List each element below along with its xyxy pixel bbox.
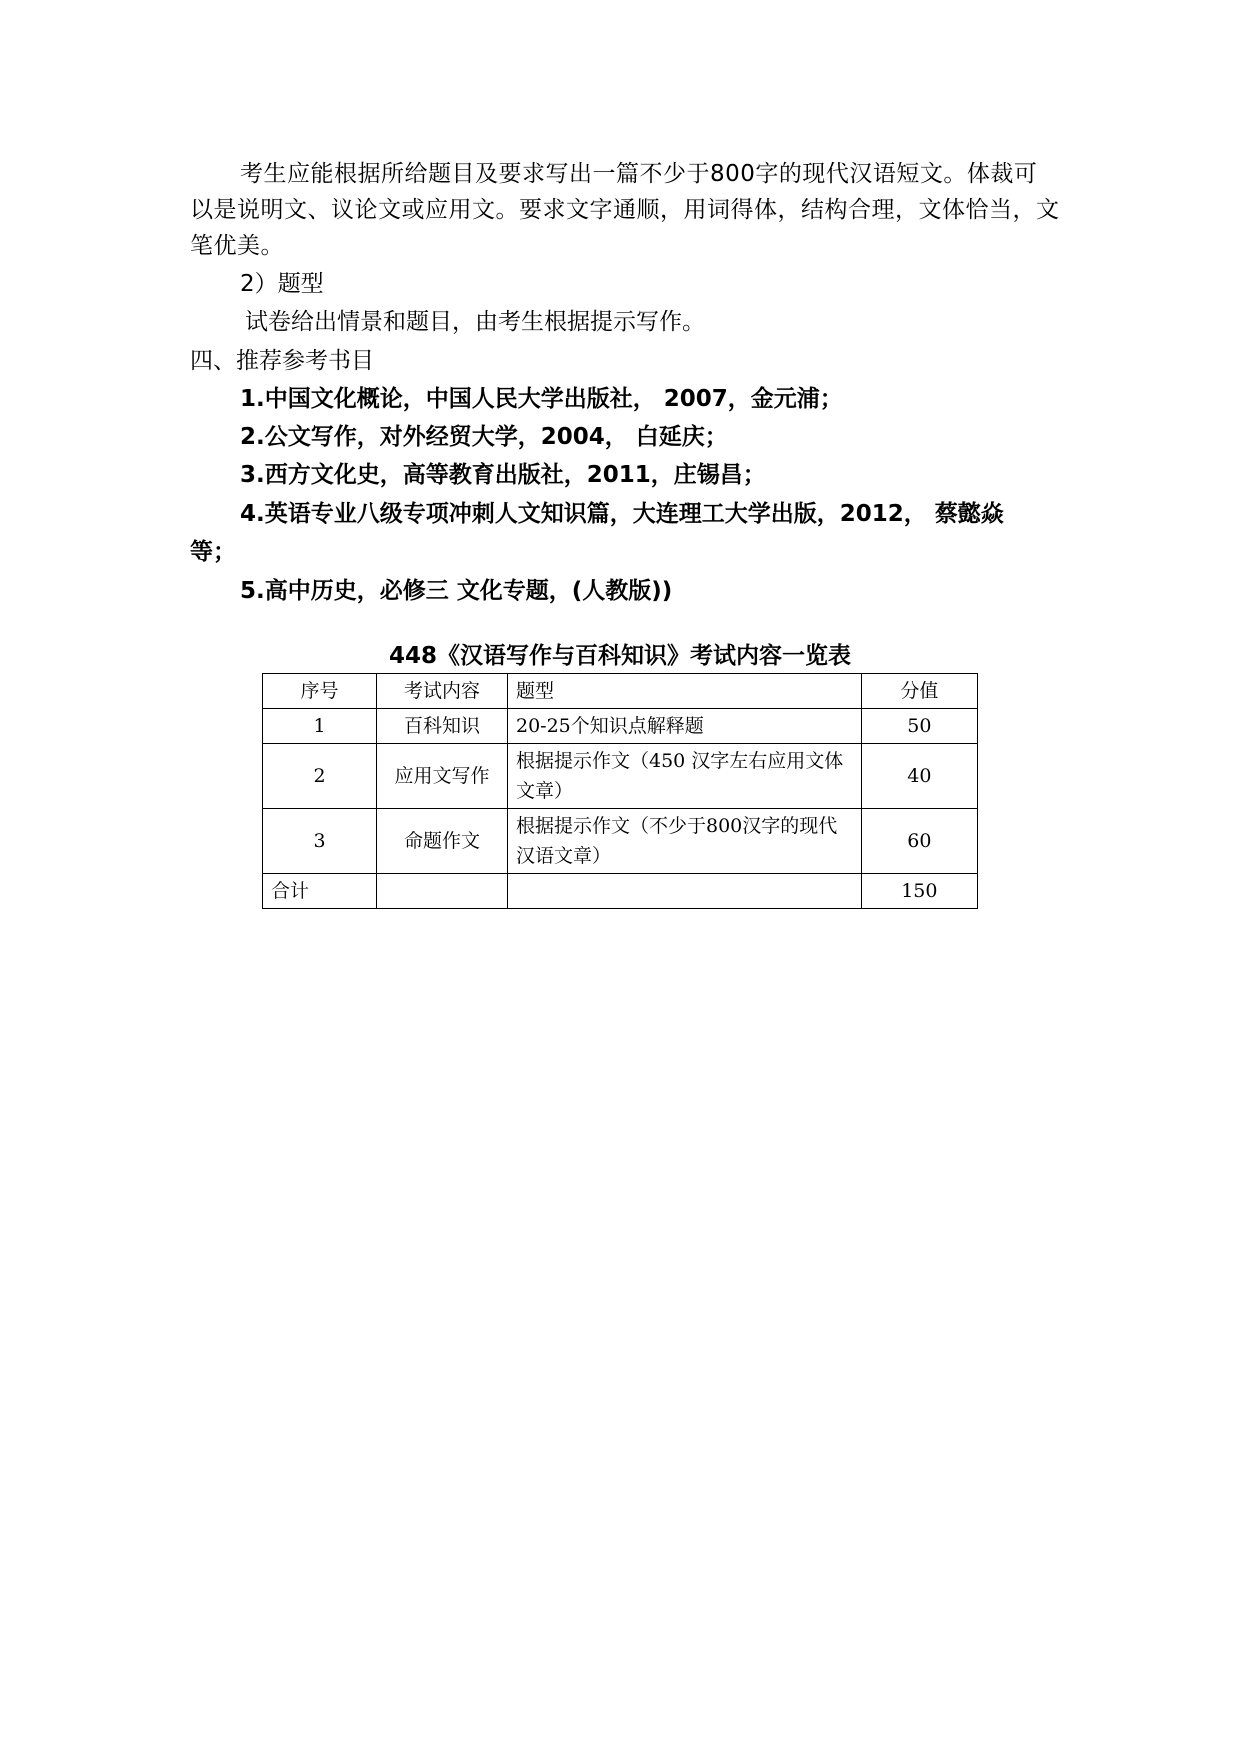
total-type bbox=[507, 874, 861, 909]
reference-item-1: 1.中国文化概论，中国人民大学出版社， 2007，金元浦； bbox=[240, 386, 843, 412]
table-total-row bbox=[263, 874, 978, 909]
cell-seq: 1 bbox=[263, 709, 377, 744]
cell-content: 百科知识 bbox=[377, 709, 508, 744]
exam-content-table bbox=[262, 673, 978, 909]
total-content bbox=[377, 874, 508, 909]
reference-item-5: 5.高中历史，必修三 文化专题，(人教版)) bbox=[240, 578, 673, 604]
reference-item-2: 2.公文写作，对外经贸大学，2004， 白延庆； bbox=[240, 424, 728, 450]
cell-type: 根据提示作文（450 汉字左右应用文体文章） bbox=[507, 744, 861, 809]
cell-type: 20-25个知识点解释题 bbox=[507, 709, 861, 744]
header-content: 考试内容 bbox=[377, 674, 508, 709]
table-title: 448《汉语写作与百科知识》考试内容一览表 bbox=[388, 643, 851, 669]
table-row bbox=[263, 709, 978, 744]
subsection-text: 试卷给出情景和题目，由考生根据提示写作。 bbox=[245, 309, 705, 335]
subsection-heading: 2）题型 bbox=[240, 271, 324, 297]
cell-content: 应用文写作 bbox=[377, 744, 508, 809]
table-row bbox=[263, 809, 978, 874]
table-row bbox=[263, 744, 978, 809]
header-seq: 序号 bbox=[263, 674, 377, 709]
total-score: 150 bbox=[861, 874, 977, 909]
cell-score: 50 bbox=[861, 709, 977, 744]
reference-item-4: 4.英语专业八级专项冲刺人文知识篇，大连理工大学出版，2012， 蔡懿焱 bbox=[240, 501, 1004, 527]
reference-item-4-continuation: 等； bbox=[190, 539, 236, 565]
section-heading: 四、推荐参考书目 bbox=[190, 348, 374, 374]
reference-item-3: 3.西方文化史，高等教育出版社，2011，庄锡昌； bbox=[240, 462, 766, 488]
cell-seq: 3 bbox=[263, 809, 377, 874]
header-score: 分值 bbox=[861, 674, 977, 709]
cell-seq: 2 bbox=[263, 744, 377, 809]
cell-score: 40 bbox=[861, 744, 977, 809]
intro-paragraph: 考生应能根据所给题目及要求写出一篇不少于800字的现代汉语短文。体裁可以是说明文、议论文或应用文。要求文字通顺，用词得体，结构合理，文体恰当，文笔优美。 bbox=[190, 161, 1060, 259]
cell-content: 命题作文 bbox=[377, 809, 508, 874]
header-type: 题型 bbox=[507, 674, 861, 709]
cell-score: 60 bbox=[861, 809, 977, 874]
cell-type: 根据提示作文（不少于800汉字的现代汉语文章） bbox=[507, 809, 861, 874]
table-header-row bbox=[263, 674, 978, 709]
total-label: 合计 bbox=[263, 874, 377, 909]
